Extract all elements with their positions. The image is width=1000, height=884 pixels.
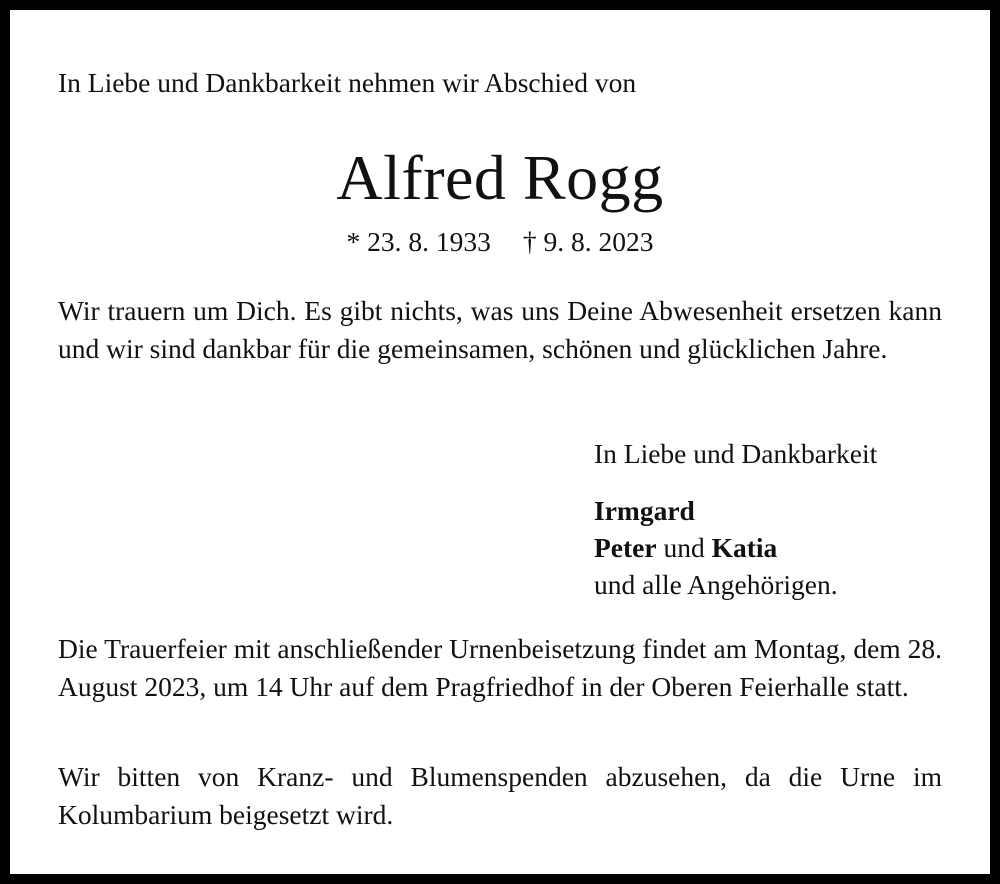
signatory-irmgard: Irmgard <box>594 495 695 526</box>
funeral-service-info: Die Trauerfeier mit anschließender Urnenbeisetzung findet am Montag, dem 28. August 2023, um 14 Uhr auf dem Pragfriedhof in der Oberen Feierhalle statt. <box>58 633 942 702</box>
mourning-message: Wir trauern um Dich. Es gibt nichts, was uns Deine Abwesenheit ersetzen kann und wir sind dankbar für die gemeinsamen, schönen und glücklichen Jahre. <box>58 295 942 364</box>
closing-line: In Liebe und Dankbarkeit <box>594 438 878 469</box>
deceased-name: Alfred Rogg <box>336 142 664 213</box>
life-dates <box>10 223 990 261</box>
signatory-peter: Peter <box>594 532 657 563</box>
signatory-conjunction: und <box>656 532 712 563</box>
donation-request: Wir bitten von Kranz- und Blumenspenden abzusehen, da die Urne im Kolumbarium beigesetzt wird. <box>58 761 942 830</box>
signatory-katia: Katia <box>711 532 778 563</box>
birth-date: * 23. 8. 1933 <box>346 226 491 257</box>
death-date: † 9. 8. 2023 <box>522 226 654 257</box>
signatory-relatives: und alle Angehörigen. <box>594 569 838 600</box>
signatory-line-peter-katia <box>594 529 777 567</box>
intro-line: In Liebe und Dankbarkeit nehmen wir Abschied von <box>58 67 637 98</box>
